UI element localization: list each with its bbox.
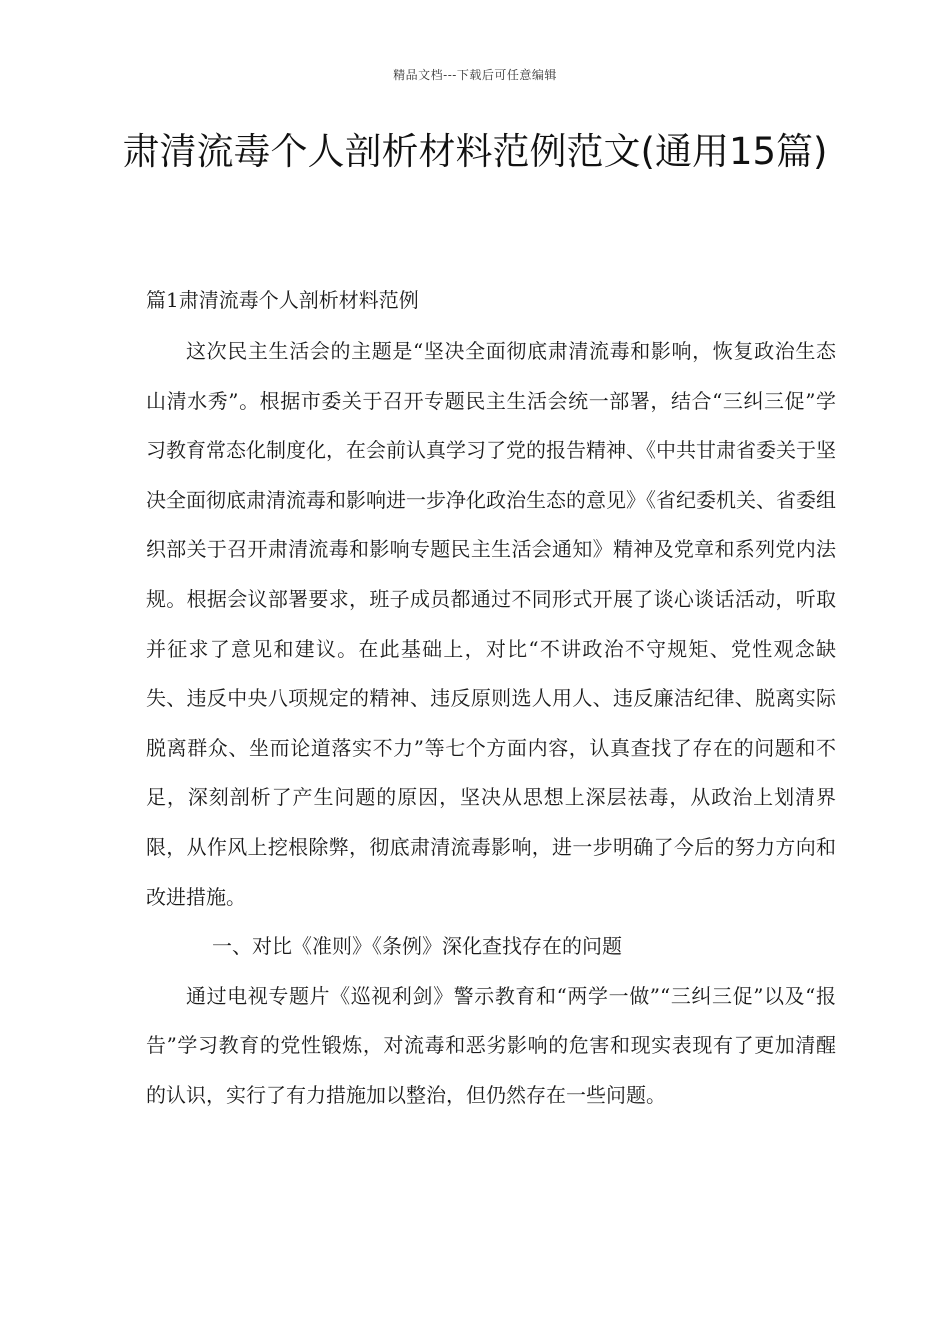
document-body: [146, 283, 836, 1121]
document-title: 肃清流毒个人剖析材料范例范文(通用15篇): [122, 130, 828, 173]
subheading-compare-standards: 一、对比《准则》《条例》深化查找存在的问题: [212, 934, 622, 959]
header-note: 精品文档---下载后可任意编辑: [393, 68, 557, 82]
section-heading: 篇1肃清流毒个人剖析材料范例: [146, 288, 419, 312]
paragraph-problems: 通过电视专题片《巡视利剑》警示教育和“两学一做”“三纠三促”以及“报告”学习教育的党性锻炼，对流毒和恶劣影响的危害和现实表现有了更加清醒的认识，实行了有力措施加以整治，但仍然存在一些问题。: [146, 983, 836, 1107]
paragraph-intro: 这次民主生活会的主题是“坚决全面彻底肃清流毒和影响，恢复政治生态山清水秀”。根据市委关于召开专题民主生活会统一部署，结合“三纠三促”学习教育常态化制度化，在会前认真学习了党的报告精神、《中共甘肃省委关于坚决全面彻底肃清流毒和影响进一步净化政治生态的意见》《省纪委机关、省委组织部关于召开肃清流毒和影响专题民主生活会通知》精神及党章和系列党内法规。根据会议部署要求，班子成员都通过不同形式开展了谈心谈话活动，听取并征求了意见和建议。在此基础上，对比“不讲政治不守规矩、党性观念缺失、违反中央八项规定的精神、违反原则选人用人、违反廉洁纪律、脱离实际脱离群众、坐而论道落实不力”等七个方面内容，认真查找了存在的问题和不足，深刻剖析了产生问题的原因，坚决从思想上深层祛毒，从政治上划清界限，从作风上挖根除弊，彻底肃清流毒影响，进一步明确了今后的努力方向和改进措施。: [146, 339, 836, 909]
